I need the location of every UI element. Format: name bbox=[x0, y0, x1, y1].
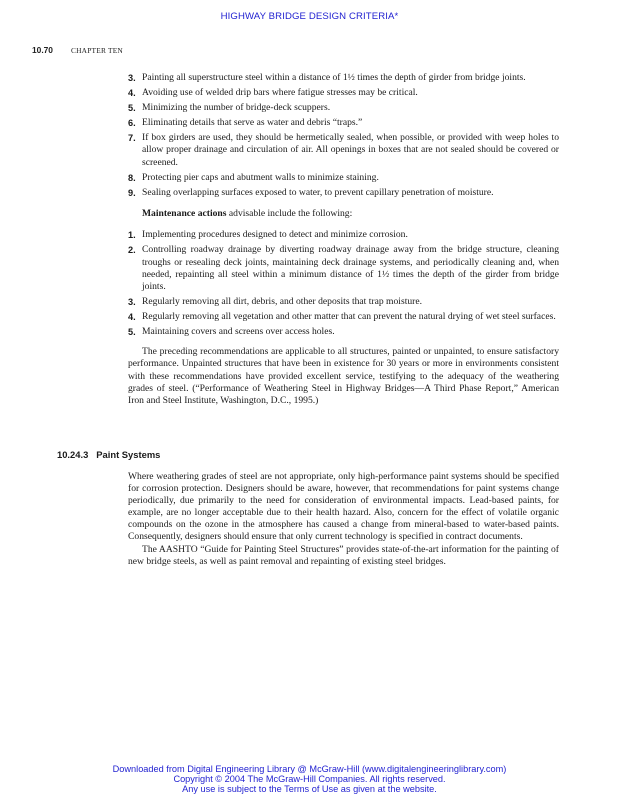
list-item-number: 4. bbox=[128, 312, 136, 323]
list-item bbox=[128, 172, 559, 184]
list-item-text: Regularly removing all vegetation and other matter that can prevent the natural drying of wet steel surfaces. bbox=[142, 311, 556, 323]
list-item-text: Controlling roadway drainage by diverting roadway drainage away from the bridge structure, cleaning troughs or resealing deck joints, maintaining deck drainage systems, and periodically cleaning and, when needed, repainting all steel within a minimum distance of 1½ times the depth of the girder from bridge joints. bbox=[142, 244, 559, 293]
page-footer bbox=[0, 764, 619, 795]
list-item-text: Implementing procedures designed to detect and minimize corrosion. bbox=[142, 229, 408, 241]
page-number: 10.70 bbox=[32, 45, 53, 55]
list-item bbox=[128, 229, 559, 241]
running-head bbox=[32, 45, 123, 55]
recommendations-paragraph: The preceding recommendations are applicable to all structures, painted or unpainted, to ensure satisfactory performance. Unpainted structures that have been in existence for 30 years or more in environments consistent with these recommendations have provided excellent service, testifying to the adequacy of the weathering grades of steel. (“Performance of Weathering Steel in Highway Bridges—A Third Phase Report,” American Iron and Steel Institute, Washington, D.C., 1995.) bbox=[128, 345, 559, 407]
list-item-number: 4. bbox=[128, 88, 136, 98]
list-item-text: If box girders are used, they should be hermetically sealed, when possible, or provided with weep holes to allow proper drainage and circulation of air. All openings in boxes that are not sealed should be covered or screened. bbox=[142, 132, 559, 168]
chapter-label: CHAPTER TEN bbox=[71, 46, 123, 55]
list-item-text: Regularly removing all dirt, debris, and other deposits that trap moisture. bbox=[142, 296, 423, 308]
list-item-number: 1. bbox=[128, 230, 136, 241]
list-item-text: Minimizing the number of bridge-deck scuppers. bbox=[142, 102, 331, 113]
list-item bbox=[128, 72, 559, 84]
list-item-number: 7. bbox=[128, 133, 136, 143]
maintenance-intro bbox=[128, 208, 559, 220]
list-item-text: Protecting pier caps and abutment walls to minimize staining. bbox=[142, 171, 379, 183]
list-item-number: 2. bbox=[128, 245, 136, 256]
maintenance-actions-list bbox=[128, 229, 559, 339]
list-item-number: 8. bbox=[128, 172, 136, 183]
list-item-number: 3. bbox=[128, 73, 136, 83]
list-item bbox=[128, 87, 559, 99]
section-body bbox=[128, 471, 559, 568]
section-paragraph: The AASHTO “Guide for Painting Steel Structures” provides state-of-the-art information for the painting of new bridge steels, as well as paint removal and repainting of existing steel bridges. bbox=[128, 543, 559, 567]
list-item-text: Eliminating details that serve as water and debris “traps.” bbox=[142, 117, 363, 128]
section-number: 10.24.3 bbox=[57, 449, 89, 460]
design-recommendations-list bbox=[128, 72, 559, 199]
footer-download-link[interactable]: Downloaded from Digital Engineering Library @ McGraw-Hill (www.digitalengineeringlibrary.com) bbox=[112, 764, 507, 774]
list-item-text: Avoiding use of welded drip bars where fatigue stresses may be critical. bbox=[142, 87, 418, 98]
section-paragraph: Where weathering grades of steel are not appropriate, only high-performance paint systems should be specified for corrosion protection. Designers should be aware, however, that recommendations for paint systems change periodically, due primarily to the need for consideration of environmental impacts. Lead-based paints, for example, are no longer acceptable due to their health hazard. Also, concern for the effect of volatile organic compounds on the ozone in the atmosphere has caused a change from mineral-based to water-based paints. Consequently, designers should ensure that only current technology is specified in contract documents. bbox=[128, 471, 559, 543]
maintenance-intro-bold: Maintenance actions bbox=[142, 207, 227, 219]
maintenance-intro-rest: advisable include the following: bbox=[226, 207, 353, 219]
list-item-number: 9. bbox=[128, 187, 136, 198]
list-item bbox=[128, 311, 559, 323]
list-item-text: Painting all superstructure steel within a distance of 1½ times the depth of girder from bridge joints. bbox=[142, 72, 526, 83]
list-item bbox=[128, 244, 559, 294]
list-item-number: 5. bbox=[128, 327, 136, 338]
section-heading bbox=[57, 449, 160, 460]
list-item bbox=[128, 132, 559, 169]
footer-terms-link[interactable]: Any use is subject to the Terms of Use as given at the website. bbox=[182, 784, 437, 795]
footer-copyright: Copyright © 2004 The McGraw-Hill Companies. All rights reserved. bbox=[173, 774, 446, 785]
list-item bbox=[128, 296, 559, 308]
document-banner-title: HIGHWAY BRIDGE DESIGN CRITERIA* bbox=[220, 11, 399, 22]
list-item-number: 3. bbox=[128, 297, 136, 308]
list-item bbox=[128, 102, 559, 114]
section-title: Paint Systems bbox=[96, 449, 161, 460]
list-item bbox=[128, 326, 559, 338]
list-item-text: Maintaining covers and screens over access holes. bbox=[142, 326, 335, 338]
list-item-text: Sealing overlapping surfaces exposed to water, to prevent capillary penetration of moisture. bbox=[142, 186, 494, 198]
list-item-number: 6. bbox=[128, 118, 136, 128]
list-item bbox=[128, 117, 559, 129]
main-content bbox=[128, 72, 559, 408]
list-item bbox=[128, 187, 559, 199]
list-item-number: 5. bbox=[128, 103, 136, 113]
